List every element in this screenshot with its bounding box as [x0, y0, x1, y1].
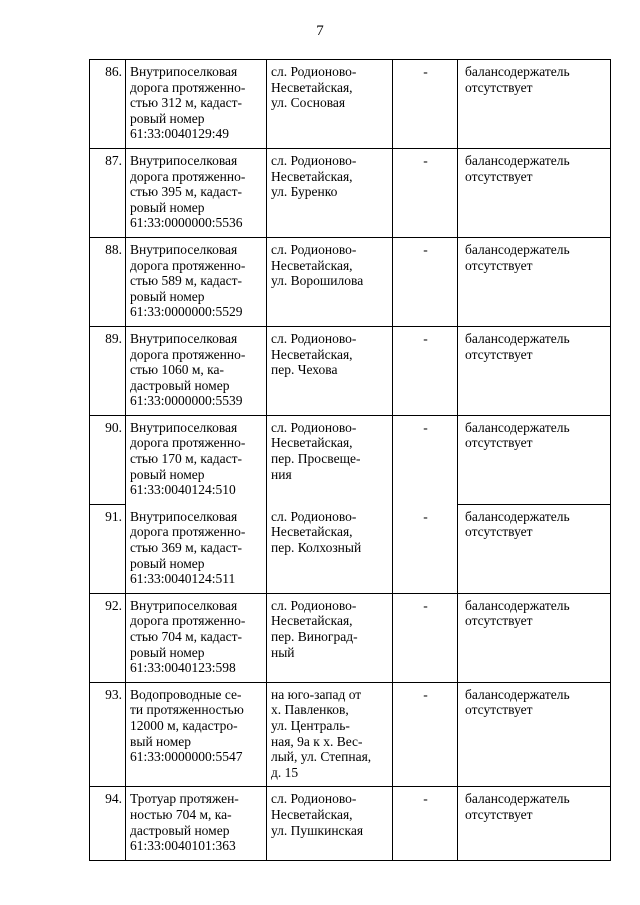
table-row [90, 787, 611, 860]
row-number: 93. [90, 682, 126, 787]
object-address: сл. Родионово- Несветайская, ул. Буренко [271, 152, 357, 200]
address-cell [267, 504, 393, 593]
row-number: 94. [90, 787, 126, 860]
object-name: Внутрипоселковая дорога протяженно- стью 589 м, кадаст- ровый номер 61:33:0000000:5529 [130, 241, 246, 320]
object-address: сл. Родионово- Несветайская, пер. Просвеще- ния [271, 419, 361, 482]
owner-cell [458, 593, 611, 682]
object-name-cell [126, 326, 267, 415]
value-cell: - [393, 593, 458, 682]
table-row [90, 504, 611, 593]
value-cell: - [393, 682, 458, 787]
balance-holder: балансодержатель отсутствует [465, 791, 570, 822]
row-number: 87. [90, 148, 126, 237]
table-row [90, 60, 611, 149]
object-name: Водопроводные се- ти протяженностью 12000 м, кадастро- вый номер 61:33:0000000:5547 [130, 686, 244, 765]
balance-holder: балансодержатель отсутствует [465, 152, 570, 184]
value-cell: - [393, 60, 458, 149]
object-address: сл. Родионово- Несветайская, ул. Сосновая [271, 64, 357, 111]
object-address: на юго-запад от х. Павленков, ул. Централь- ная, 9а к х. Вес- лый, ул. Степная, д. 15 [271, 686, 372, 780]
owner-cell [458, 504, 611, 593]
address-cell [267, 237, 393, 326]
value-cell: - [393, 787, 458, 860]
table-row [90, 148, 611, 237]
balance-holder: балансодержатель отсутствует [465, 241, 570, 273]
address-cell [267, 593, 393, 682]
row-number: 88. [90, 237, 126, 326]
address-cell [267, 682, 393, 787]
object-name: Внутрипоселковая дорога протяженно- стью 312 м, кадаст- ровый номер 61:33:0040129:49 [130, 64, 246, 142]
owner-cell [458, 682, 611, 787]
address-cell [267, 415, 393, 504]
value-cell: - [393, 415, 458, 504]
object-address: сл. Родионово- Несветайская, пер. Виноград- ный [271, 597, 358, 660]
balance-holder: балансодержатель отсутствует [465, 686, 570, 718]
owner-cell [458, 415, 611, 504]
owner-cell [458, 148, 611, 237]
owner-cell [458, 326, 611, 415]
address-cell [267, 326, 393, 415]
address-cell [267, 60, 393, 149]
object-name: Внутрипоселковая дорога протяженно- стью 1060 м, ка- дастровый номер 61:33:0000000:5539 [130, 330, 246, 409]
balance-holder: балансодержатель отсутствует [465, 64, 570, 95]
object-name: Внутрипоселковая дорога протяженно- стью 369 м, кадаст- ровый номер 61:33:0040124:511 [130, 508, 246, 587]
object-name-cell [126, 148, 267, 237]
owner-cell [458, 60, 611, 149]
owner-cell [458, 787, 611, 860]
table-row [90, 326, 611, 415]
row-number: 86. [90, 60, 126, 149]
object-name-cell [126, 682, 267, 787]
object-name: Внутрипоселковая дорога протяженно- стью 395 м, кадаст- ровый номер 61:33:0000000:5536 [130, 152, 246, 231]
value-cell: - [393, 148, 458, 237]
object-address: сл. Родионово- Несветайская, ул. Ворошилова [271, 241, 364, 289]
table-row [90, 682, 611, 787]
object-name-cell [126, 60, 267, 149]
object-name: Внутрипоселковая дорога протяженно- стью 170 м, кадаст- ровый номер 61:33:0040124:510 [130, 419, 246, 498]
value-cell: - [393, 504, 458, 593]
object-name-cell [126, 415, 267, 504]
object-address: сл. Родионово- Несветайская, пер. Колхозный [271, 508, 362, 556]
balance-holder: балансодержатель отсутствует [465, 330, 570, 362]
object-name: Внутрипоселковая дорога протяженно- стью 704 м, кадаст- ровый номер 61:33:0040123:598 [130, 597, 246, 676]
object-name-cell [126, 593, 267, 682]
table-row [90, 237, 611, 326]
row-number: 89. [90, 326, 126, 415]
row-number: 92. [90, 593, 126, 682]
table-row [90, 593, 611, 682]
table-row [90, 415, 611, 504]
object-address: сл. Родионово- Несветайская, ул. Пушкинская [271, 791, 364, 838]
object-name-cell [126, 787, 267, 860]
row-number: 90. [90, 415, 126, 504]
object-address: сл. Родионово- Несветайская, пер. Чехова [271, 330, 357, 378]
balance-holder: балансодержатель отсутствует [465, 419, 570, 451]
row-number: 91. [90, 504, 126, 593]
owner-cell [458, 237, 611, 326]
value-cell: - [393, 237, 458, 326]
address-cell [267, 148, 393, 237]
value-cell: - [393, 326, 458, 415]
property-registry-table [89, 59, 611, 861]
object-name-cell [126, 237, 267, 326]
object-name-cell [126, 504, 267, 593]
address-cell [267, 787, 393, 860]
page-number: 7 [316, 23, 324, 39]
object-name: Тротуар протяжен- ностью 704 м, ка- дастровый номер 61:33:0040101:363 [130, 791, 239, 854]
balance-holder: балансодержатель отсутствует [465, 597, 570, 629]
balance-holder: балансодержатель отсутствует [465, 508, 570, 540]
